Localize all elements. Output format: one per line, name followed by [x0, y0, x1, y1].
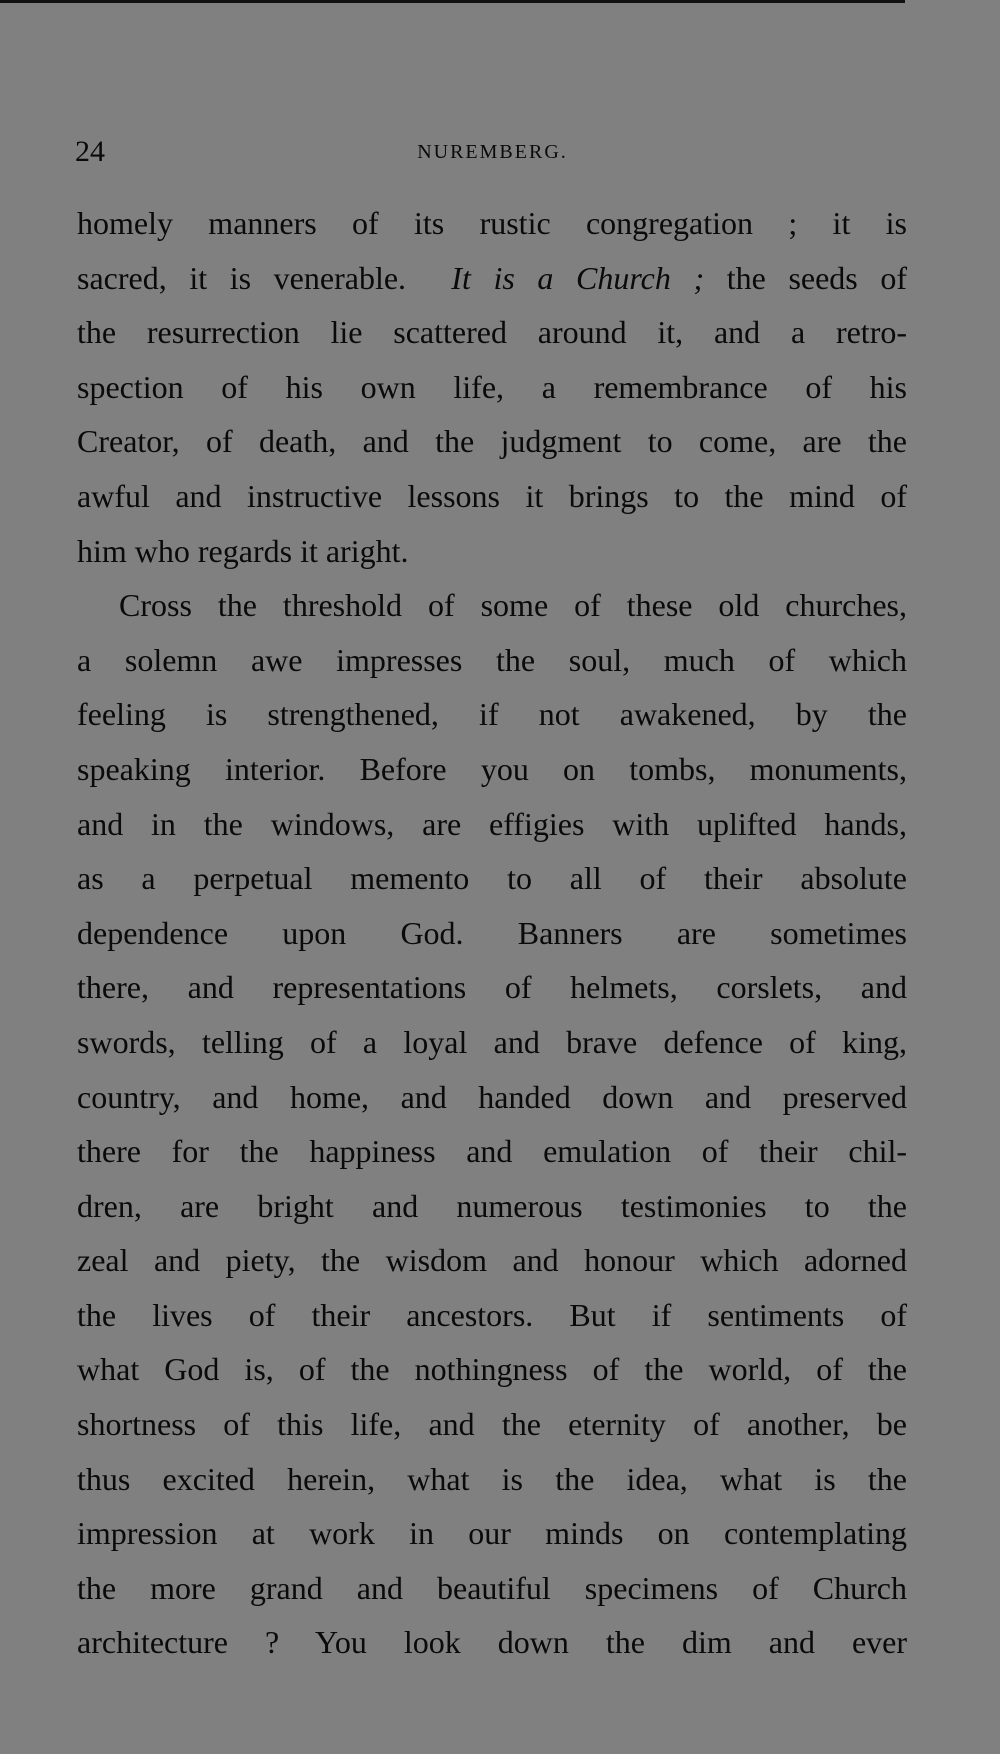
- italic-emphasis: It is a Church ;: [451, 259, 705, 296]
- text-line: there for the happiness and emulation of their chil-: [77, 1133, 907, 1170]
- text-line: spection of his own life, a remembrance of his: [77, 368, 907, 405]
- text-line: a solemn awe impresses the soul, much of which: [77, 641, 907, 678]
- text-line: and in the windows, are effigies with uplifted hands,: [77, 805, 907, 842]
- text-line: Creator, of death, and the judgment to come, are the: [77, 423, 907, 460]
- text-line: [77, 255, 907, 310]
- text-line: zeal and piety, the wisdom and honour which adorned: [77, 1242, 907, 1279]
- text-line: the resurrection lie scattered around it, and a retro-: [77, 314, 907, 351]
- text-line: speaking interior. Before you on tombs, monuments,: [77, 750, 907, 787]
- text-line: thus excited herein, what is the idea, what is the: [77, 1460, 907, 1497]
- text-line: feeling is strengthened, if not awakened, by the: [77, 696, 907, 733]
- text-line: awful and instructive lessons it brings to the mind of: [77, 477, 907, 514]
- text-line: Cross the threshold of some of these old churches,: [119, 587, 907, 624]
- page-header: [75, 132, 910, 172]
- text-line: there, and representations of helmets, corslets, and: [77, 969, 907, 1006]
- text-line: as a perpetual memento to all of their absolute: [77, 860, 907, 897]
- text-fragment: the seeds of: [726, 259, 908, 296]
- text-line: homely manners of its rustic congregation ; it is: [77, 205, 907, 241]
- text-line: country, and home, and handed down and preserved: [77, 1078, 907, 1115]
- page-number: 24: [75, 135, 105, 168]
- text-line: the lives of their ancestors. But if sentiments of: [77, 1296, 907, 1333]
- top-border-rule: [0, 0, 905, 3]
- text-line: dependence upon God. Banners are sometimes: [77, 914, 907, 951]
- paragraph-1: [77, 200, 907, 582]
- running-head: NUREMBERG.: [417, 141, 568, 163]
- text-line: the more grand and beautiful specimens of Church: [77, 1569, 907, 1606]
- text-line: what God is, of the nothingness of the world, of the: [77, 1351, 907, 1388]
- text-line: him who regards it aright.: [77, 532, 409, 569]
- text-line: shortness of this life, and the eternity of another, be: [77, 1406, 907, 1443]
- text-line: architecture ? You look down the dim and ever: [77, 1624, 907, 1661]
- text-line: dren, are bright and numerous testimonies to the: [77, 1187, 907, 1224]
- paragraph-2: [77, 582, 907, 1674]
- text-line: impression at work in our minds on contemplating: [77, 1515, 907, 1552]
- text-fragment: sacred, it is venerable.: [77, 259, 407, 296]
- text-line: swords, telling of a loyal and brave defence of king,: [77, 1023, 907, 1060]
- body-text: [77, 200, 907, 1674]
